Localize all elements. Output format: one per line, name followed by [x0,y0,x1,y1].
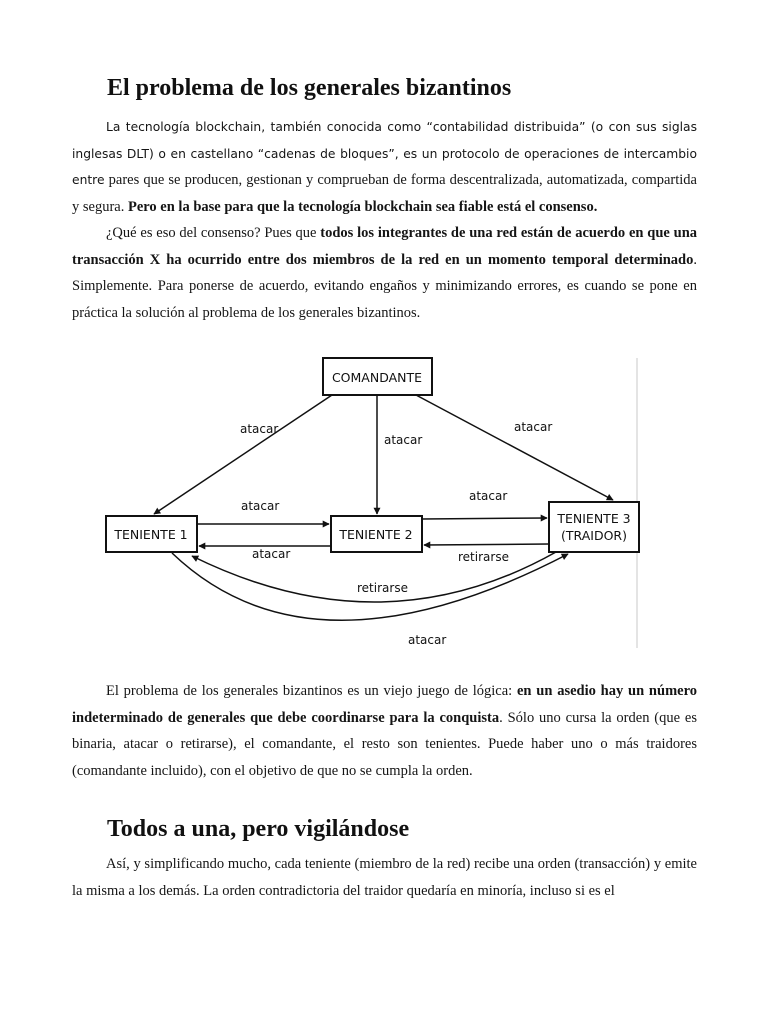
node-teniente-2 [331,516,422,552]
node-label: (TRAIDOR) [561,528,627,543]
paragraph-consensus [72,220,697,326]
edge-label: atacar [514,420,553,434]
paragraph-text: . Sólo uno cursa la orden (que es binaria, atacar o retirarse), el comandante, el resto son tenientes. Puede haber uno o más traidores (comandante incluido), con el objetivo de que no se cumpla la orden. [72,709,697,779]
paragraph-text: ¿Qué es eso del consenso? Pues que [106,225,321,241]
paragraph-text: pares que se producen, gestionan y comprueban de forma descentralizada, automatizada, compartida y segura. [72,172,697,215]
edge-label: atacar [408,633,447,647]
arrow-teniente-3-to-teniente-2 [424,544,549,545]
edge-label: retirarse [357,581,408,595]
node-commander [323,358,432,395]
paragraph-bold-text: Pero en la base para que la tecnología blockchain sea fiable está el consenso. [127,198,598,215]
section-heading: Todos a una, pero vigilándose [107,816,410,842]
byzantine-generals-diagram [100,352,645,652]
paragraph-bold-text: todos los integrantes de una red están de acuerdo en que una transacción X ha ocurrido entre dos miembros de la red en un momento temporal determinado [72,225,698,268]
edge-label: atacar [240,422,279,436]
arrow-teniente-2-to-teniente-3 [422,518,547,519]
paragraph-bold-text: en un asedio hay un número indeterminado de generales que debe coordinarse para la conquista [72,683,698,726]
node-label: TENIENTE 3 [557,511,631,526]
paragraph-text: Así, y simplificando mucho, cada teniente (miembro de la red) recibe una orden (transacción) y emite la misma a los demás. La orden contradictoria del traidor quedaría en minoría, incluso si es el [72,856,697,899]
node-label: COMANDANTE [331,370,423,385]
paragraph-text: . Simplemente. Para ponerse de acuerdo, evitando engaños y minimizando errores, es cuando se pone en práctica la solución al problema de los generales bizantinos. [72,251,697,321]
edge-label: atacar [469,489,508,503]
paragraph-text: La tecnología blockchain, también conocida como “contabilidad distribuida” (o con sus siglas inglesas DLT) o en castellano “cadenas de bloques”, es un protocolo de operaciones de intercambio entre [72,120,697,187]
node-label: TENIENTE 1 [114,527,188,542]
edge-label: atacar [252,547,291,561]
edge-label: atacar [241,499,280,513]
node-label: TENIENTE 2 [339,527,413,542]
section-heading: El problema de los generales bizantinos [107,75,512,101]
node-teniente-1 [106,516,197,552]
paragraph-vigilance [72,851,697,904]
paragraph-text: El problema de los generales bizantinos es un viejo juego de lógica: [106,683,517,699]
arrow-commander-to-teniente-1 [154,395,332,514]
node-box [549,502,639,552]
edge-label: atacar [384,433,423,447]
paragraph-intro [72,114,697,220]
node-teniente-3 [549,502,639,552]
arrow-commander-to-teniente-3 [416,395,613,500]
paragraph-problem [72,678,697,784]
edge-label: retirarse [458,550,509,564]
